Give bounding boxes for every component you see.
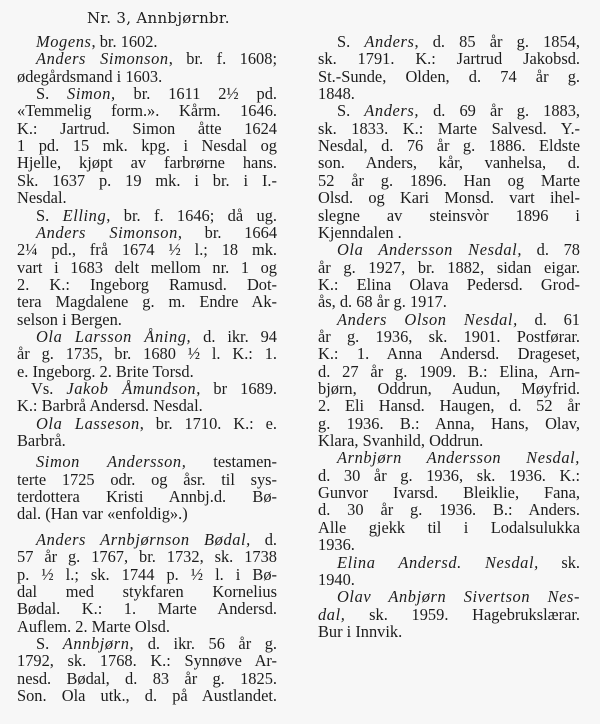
text-line xyxy=(17,85,277,102)
line-text: «Temmelig form.». Kårm. 1646. xyxy=(17,101,277,121)
line-text: dal. (Han var «enfoldig».) xyxy=(17,504,188,524)
text-line xyxy=(17,600,277,617)
line-text: son. Anders, kår, vanhelsa, d. xyxy=(318,153,580,173)
text-line xyxy=(318,380,580,397)
text-line xyxy=(318,606,580,623)
person-name: dal, xyxy=(318,604,346,624)
line-text: 1940. xyxy=(318,569,355,589)
text-line xyxy=(17,293,277,310)
line-text: vart i 1683 delt mellom nr. 1 og xyxy=(17,257,277,277)
text-line xyxy=(17,471,277,488)
text-line xyxy=(17,363,277,380)
line-prefix: S. xyxy=(337,101,365,121)
line-prefix: S. xyxy=(36,205,63,225)
text-line xyxy=(17,241,277,258)
text-line xyxy=(318,415,580,432)
text-line xyxy=(318,241,580,258)
line-text: år g. 1927, br. 1882, sidan eigar. xyxy=(318,257,580,277)
line-text: selson i Bergen. xyxy=(17,309,122,329)
line-text: år g. 1936, sk. 1901. Postførar. xyxy=(318,326,580,346)
person-name: Ola Larsson Åning, xyxy=(36,326,192,346)
text-line xyxy=(318,120,580,137)
text-line xyxy=(318,484,580,501)
line-text: , br. 1664 xyxy=(177,222,278,242)
text-line xyxy=(17,207,277,224)
text-line xyxy=(17,189,277,206)
text-line xyxy=(17,670,277,687)
text-line xyxy=(17,453,277,470)
text-line xyxy=(318,276,580,293)
person-name: Anders Olson Nesdal, xyxy=(337,309,518,329)
line-prefix: S. xyxy=(337,32,365,51)
line-text: Nesdal, d. 76 år g. 1886. Eldste xyxy=(318,136,580,156)
line-text: d. 78 xyxy=(522,240,580,260)
person-name: Anders, xyxy=(364,101,420,121)
person-name: Ola Andersson Nesdal, xyxy=(337,240,523,260)
text-line xyxy=(17,259,277,276)
person-name: Anders xyxy=(364,32,415,51)
text-line xyxy=(318,50,580,67)
line-text: bjørn, Oddrun, Audun, Møyfrid. xyxy=(318,379,580,398)
text-line xyxy=(318,519,580,536)
line-text: d. 61 xyxy=(517,309,580,329)
person-name: Annbjørn, xyxy=(62,633,135,653)
text-line xyxy=(17,154,277,171)
line-text: Bødal. K.: 1. Marte Andersd. xyxy=(17,599,277,619)
text-line xyxy=(17,415,277,432)
text-line xyxy=(318,345,580,362)
text-line xyxy=(17,50,277,67)
line-text: terdottera Kristi Annbj.d. Bø- xyxy=(17,487,277,507)
text-line xyxy=(17,311,277,328)
line-text: Auflem. 2. Marte Olsd. xyxy=(17,616,170,636)
person-name: Anders Arnbjørnson Bødal, xyxy=(36,529,251,549)
line-text: ås, d. 68 år g. 1917. xyxy=(318,292,447,312)
line-text: d. 69 år g. 1883, xyxy=(419,101,581,121)
line-text: nesd. Bødal, d. 83 år g. 1825. xyxy=(17,668,277,688)
text-line xyxy=(17,172,277,189)
text-line xyxy=(17,548,277,565)
text-line xyxy=(17,345,277,362)
line-text: 1848. xyxy=(318,84,355,104)
text-line xyxy=(17,224,277,241)
line-prefix: S. xyxy=(36,84,68,104)
text-line xyxy=(318,189,580,206)
text-line xyxy=(17,531,277,548)
text-line xyxy=(318,328,580,345)
text-line xyxy=(318,467,580,484)
line-text: testamen- xyxy=(186,452,277,472)
line-text: Nesdal. xyxy=(17,188,67,208)
line-text: d. 27 år g. 1909. B.: Elina, Arn- xyxy=(318,361,580,381)
person-name: Simon Andersson, xyxy=(36,452,187,472)
line-text: Son. Ola utk., d. på Austlandet. xyxy=(17,685,277,705)
text-line xyxy=(318,102,580,119)
line-text: 2. K.: Ingeborg Ramusd. Dot- xyxy=(17,274,277,294)
line-text: Barbrå. xyxy=(17,431,66,451)
line-text: Alle gjekk til i Lodalsulukka xyxy=(318,517,580,537)
line-text: dal med stykfaren Kornelius xyxy=(17,581,277,601)
text-line xyxy=(17,566,277,583)
person-name: Arnbjørn Andersson Nesdal, xyxy=(337,448,580,468)
person-name: Elina Andersd. Nesdal, xyxy=(337,552,539,572)
line-text: sk. 1833. K.: Marte Salvesd. Y.- xyxy=(318,118,580,138)
text-line xyxy=(318,571,580,588)
person-name: Ola Lasseson xyxy=(36,413,140,433)
line-text: , br. 1710. K.: e. xyxy=(139,413,277,433)
line-text: p. ½ l.; sk. 1744 p. ½ l. i Bø- xyxy=(17,564,277,584)
text-line xyxy=(318,293,580,310)
line-text: 1 pd. 15 mk. kpg. i Nesdal og xyxy=(17,136,277,156)
line-text: , br. 1602. xyxy=(91,32,158,51)
line-text: 1792, sk. 1768. K.: Synnøve Ar- xyxy=(17,651,277,671)
line-prefix: S. xyxy=(36,633,63,653)
person-name: Anders Simonson xyxy=(36,222,178,242)
line-text: ødegårdsmand i 1603. xyxy=(17,66,163,86)
line-text: d. 30 år g. 1936. B.: Anders. xyxy=(318,500,580,520)
line-text: tera Magdalene g. m. Endre Ak- xyxy=(17,292,277,312)
line-text: sk. 1791. K.: Jartrud Jakobsd. xyxy=(318,49,580,69)
line-text: br. 1611 2½ pd. xyxy=(115,84,278,104)
line-text: år g. 1735, br. 1680 ½ l. K.: 1. xyxy=(17,344,277,364)
text-line xyxy=(318,137,580,154)
line-text: Kjenndalen . xyxy=(318,222,402,242)
person-name: Olav Anbjørn Sivertson Nes- xyxy=(337,587,580,607)
line-text: Gunvor Ivarsd. Bleiklie, Fana, xyxy=(318,483,580,503)
person-name: Anders Simonson xyxy=(36,49,169,69)
line-text: , d. 85 år g. 1854, xyxy=(414,32,580,51)
line-text: Olsd. og Kari Monsd. vart ihel- xyxy=(318,188,580,208)
text-line xyxy=(318,224,580,241)
text-line xyxy=(17,583,277,600)
line-text: 2. Eli Hansd. Haugen, d. 52 år xyxy=(318,396,580,416)
line-text: St.-Sunde, Olden, d. 74 år g. xyxy=(318,66,580,86)
text-line xyxy=(318,432,580,449)
text-line xyxy=(17,68,277,85)
text-line xyxy=(17,33,277,50)
text-line xyxy=(17,137,277,154)
text-line xyxy=(318,449,580,466)
text-line xyxy=(17,102,277,119)
page-heading: Nr. 3, Annbjørnbr. xyxy=(87,9,230,27)
line-text: 57 år g. 1767, br. 1732, sk. 1738 xyxy=(17,547,277,567)
line-text: e. Ingeborg. 2. Brite Torsd. xyxy=(17,361,194,381)
text-line xyxy=(318,85,580,102)
text-line xyxy=(17,328,277,345)
line-text: terte 1725 odr. og åsr. til sys- xyxy=(17,469,277,489)
text-line xyxy=(17,120,277,137)
text-line xyxy=(17,432,277,449)
text-line xyxy=(318,33,580,50)
line-text: 1936. xyxy=(318,535,355,555)
line-text: d. ikr. 94 xyxy=(191,326,277,346)
line-text: K.: Barbrå Andersd. Nesdal. xyxy=(17,396,203,416)
text-line xyxy=(17,618,277,635)
line-text: d. ikr. 56 år g. xyxy=(134,633,277,653)
line-text: d. xyxy=(250,529,277,549)
line-text: Sk. 1637 p. 19 mk. i br. i I.- xyxy=(17,170,277,190)
line-text: K.: 1. Anna Andersd. Drageset, xyxy=(318,344,580,364)
text-line xyxy=(318,554,580,571)
text-line xyxy=(17,488,277,505)
text-line xyxy=(318,588,580,605)
line-text: , br. f. 1608; xyxy=(168,49,277,69)
text-line xyxy=(318,397,580,414)
line-text: , br 1689. xyxy=(196,379,277,398)
person-name: Jakob Åmundson xyxy=(66,379,197,398)
text-line xyxy=(318,311,580,328)
line-text: slegne av steinsvòr 1896 i xyxy=(318,205,580,225)
line-text: sk. 1959. Hagebrukslærar. xyxy=(345,604,580,624)
text-line xyxy=(318,363,580,380)
line-text: d. 30 år g. 1936, sk. 1936. K.: xyxy=(318,465,580,485)
line-text: K.: Jartrud. Simon åtte 1624 xyxy=(17,118,277,138)
text-line xyxy=(318,501,580,518)
text-line xyxy=(318,259,580,276)
text-line xyxy=(318,154,580,171)
text-line xyxy=(17,652,277,669)
text-line xyxy=(318,68,580,85)
text-line xyxy=(17,635,277,652)
line-text: K.: Elina Olava Pedersd. Grod- xyxy=(318,274,580,294)
line-text: Klara, Svanhild, Oddrun. xyxy=(318,431,484,451)
person-name: Elling xyxy=(62,205,107,225)
text-line xyxy=(318,536,580,553)
text-line xyxy=(318,623,580,640)
text-line xyxy=(17,276,277,293)
text-line xyxy=(318,207,580,224)
text-line xyxy=(318,172,580,189)
text-line xyxy=(17,505,277,522)
line-text: Hjelle, kjøpt av farbrørne hans. xyxy=(17,153,277,173)
line-text: Bur i Innvik. xyxy=(318,621,403,641)
person-name: Simon, xyxy=(67,84,116,104)
line-text: 52 år g. 1896. Han og Marte xyxy=(318,170,580,190)
text-line xyxy=(17,397,277,414)
line-text: , br. f. 1646; då ug. xyxy=(106,205,277,225)
line-text: sk. xyxy=(538,552,580,572)
text-line xyxy=(17,380,277,397)
line-prefix: Vs. xyxy=(31,379,67,398)
line-text: 2¼ pd., frå 1674 ½ l.; 18 mk. xyxy=(17,240,277,260)
person-name: Mogens xyxy=(36,32,92,51)
line-text: g. 1936. B.: Anna, Hans, Olav, xyxy=(318,413,580,433)
text-line xyxy=(17,687,277,704)
